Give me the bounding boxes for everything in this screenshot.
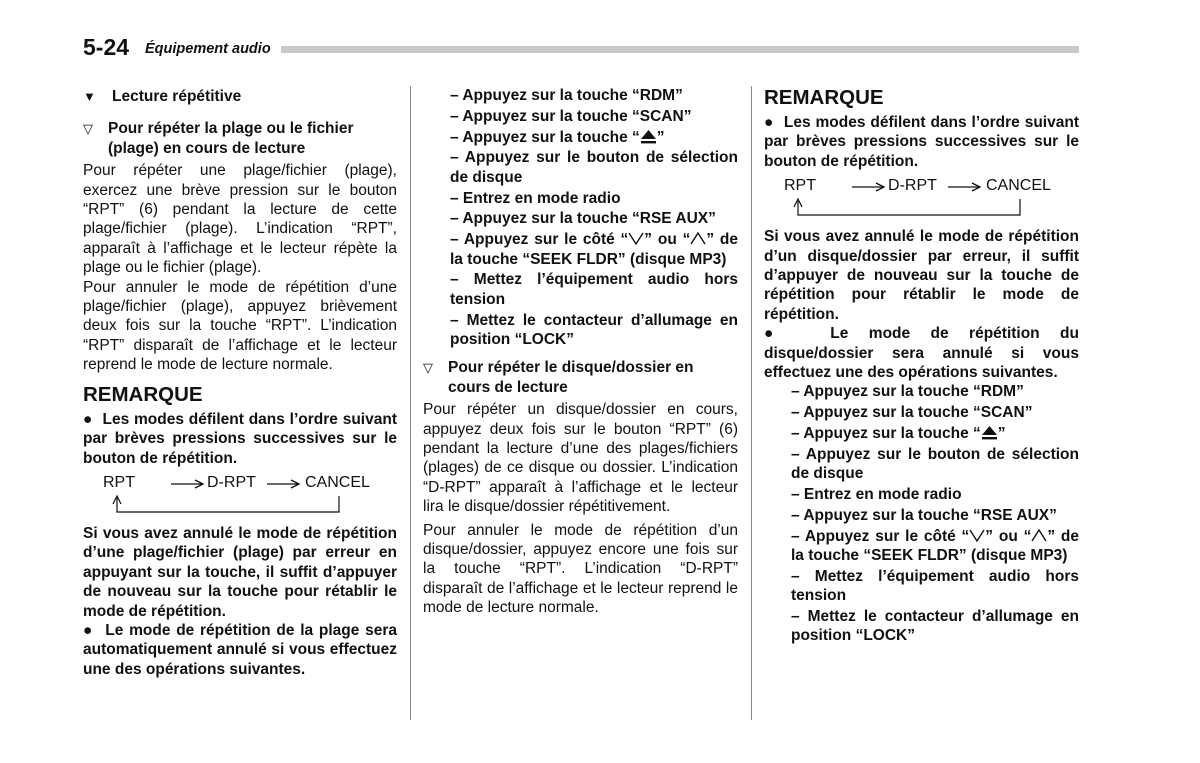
bullet-dot-icon: ● bbox=[764, 114, 784, 131]
chevron-up-icon bbox=[1031, 528, 1047, 543]
flow-mode-cancel: CANCEL bbox=[986, 177, 1051, 195]
flow-mode-cancel: CANCEL bbox=[305, 473, 370, 491]
list-item: – Appuyez sur le côté “ ” ou “ ” de la touche “SEEK FLDR” (disque MP3) bbox=[450, 231, 738, 268]
remark-bullet: ● Le mode de répétition du disque/dossier sera annulé si vous effectuez une des opérations suivantes. bbox=[764, 325, 1079, 382]
outline-triangle-down-icon: ▽ bbox=[423, 360, 433, 376]
eject-icon bbox=[640, 129, 657, 144]
list-item: – Mettez l’équipement audio hors tension bbox=[450, 271, 738, 308]
paragraph: Pour répéter un disque/dossier en cours, appuyez deux fois sur le bouton “RPT” (6) pendant la lecture d’une des plages/fichiers (plages) de ce disque ou dossier. L’indication “D-RPT” apparaît à l’affichage et le lecteur lira le disque/dossier répétitivement. bbox=[423, 401, 738, 516]
list-item: – Appuyez sur la touche “SCAN” bbox=[450, 107, 692, 125]
column-3 bbox=[764, 86, 1079, 647]
bullet-dot-icon: ● bbox=[764, 325, 831, 343]
list-item: – Appuyez sur la touche “SCAN” bbox=[791, 404, 1033, 422]
eject-icon bbox=[981, 425, 998, 440]
list-item: – Appuyez sur la touche “ ” bbox=[791, 425, 1006, 443]
chevron-down-icon bbox=[628, 231, 644, 246]
flow-mode-rpt: RPT bbox=[103, 473, 135, 491]
list-item: – Entrez en mode radio bbox=[791, 486, 962, 504]
list-item: – Mettez le contacteur d’allumage en position “LOCK” bbox=[791, 608, 1079, 645]
cancel-operations-list bbox=[764, 382, 1079, 645]
remark-bullet: ● Le mode de répétition de la plage sera automatiquement annulé si vous effectuez une des opérations suivantes. bbox=[83, 621, 397, 678]
list-item: – Mettez le contacteur d’allumage en position “LOCK” bbox=[450, 311, 738, 348]
subheading-disc-repeat: ▽ Pour répéter le disque/dossier en cours de lecture bbox=[423, 359, 694, 396]
bullet-dot-icon: ● bbox=[83, 621, 106, 639]
paragraph: Pour annuler le mode de répétition d’un disque/dossier, appuyez encore une fois sur la touche “RPT”. L’indication “D-RPT” disparaît de l’affichage et le lecteur reprend le mode de lecture normale. bbox=[423, 521, 738, 617]
list-item: – Appuyez sur la touche “RDM” bbox=[450, 87, 683, 104]
list-item: – Entrez en mode radio bbox=[450, 189, 621, 207]
flow-mode-drpt: D-RPT bbox=[888, 177, 937, 195]
paragraph: Pour annuler le mode de répétition d’une plage/fichier (plage), appuyez brièvement deux fois sur la touche “RPT”. L’indication “RPT” disparaît de l’affichage et le lecteur reprend le mode de lecture normale. bbox=[83, 278, 397, 374]
remark-note: Si vous avez annulé le mode de répétition d’une plage/fichier (plage) par erreur en appuyant sur la touche, il suffit d’appuyer de nouveau sur la touche pour rétablir le mode de répétition. bbox=[83, 524, 397, 620]
list-item: – Appuyez sur le bouton de sélection de disque bbox=[791, 445, 1079, 483]
column-divider-1 bbox=[410, 86, 411, 720]
mode-flow-diagram bbox=[784, 173, 1079, 223]
header-rule bbox=[281, 46, 1079, 53]
bullet-dot-icon: ● bbox=[83, 410, 103, 428]
paragraph: Pour répéter une plage/fichier (plage), exercez une brève pression sur le bouton “RPT” (6) pendant la lecture de cette plage/fichier (plage). L’indication “RPT”, apparaît à l’affichage et le lecteur répète la plage ou le fichier (plage). bbox=[83, 162, 397, 277]
page-header bbox=[83, 33, 1079, 63]
list-item: – Appuyez sur la touche “RSE AUX” bbox=[450, 210, 716, 228]
list-item: – Appuyez sur la touche “RSE AUX” bbox=[791, 506, 1057, 524]
chevron-down-icon bbox=[969, 528, 985, 543]
chevron-up-icon bbox=[690, 231, 706, 246]
remark-bullet: ● Les modes défilent dans l’ordre suivant par brèves pressions successives sur le bouton de répétition. bbox=[83, 410, 397, 467]
remark-bullet: ● Les modes défilent dans l’ordre suivant par brèves pressions successives sur le bouton de répétition. bbox=[764, 114, 1079, 170]
mode-flow-diagram bbox=[103, 470, 397, 520]
filled-triangle-down-icon: ▼ bbox=[83, 89, 96, 104]
section-heading: ▼ Lecture répétitive bbox=[83, 88, 242, 105]
column-divider-2 bbox=[751, 86, 752, 720]
list-item: – Appuyez sur le bouton de sélection de disque bbox=[450, 149, 738, 186]
page-number: 5-24 bbox=[83, 34, 130, 60]
column-1 bbox=[83, 86, 397, 679]
list-item: – Mettez l’équipement audio hors tension bbox=[791, 567, 1079, 605]
list-item: – Appuyez sur la touche “RDM” bbox=[791, 383, 1024, 401]
remark-title: REMARQUE bbox=[764, 86, 884, 109]
list-item: – Appuyez sur le côté “ ” ou “ ” de la touche “SEEK FLDR” (disque MP3) bbox=[791, 527, 1079, 565]
list-item: – Appuyez sur la touche “ ” bbox=[450, 128, 665, 146]
outline-triangle-down-icon: ▽ bbox=[83, 121, 93, 137]
column-2 bbox=[423, 86, 738, 618]
flow-mode-rpt: RPT bbox=[784, 177, 816, 195]
remark-title: REMARQUE bbox=[83, 382, 203, 406]
subheading-track-repeat: ▽ Pour répéter la plage ou le fichier (plage) en cours de lecture bbox=[83, 120, 354, 157]
remark-note: Si vous avez annulé le mode de répétition d’un disque/dossier par erreur, il suffit d’appuyer de nouveau sur la touche de répétition pour rétablir le mode de répétition. bbox=[764, 228, 1079, 323]
flow-mode-drpt: D-RPT bbox=[207, 473, 256, 491]
cancel-operations-list bbox=[423, 86, 738, 349]
section-title: Équipement audio bbox=[145, 41, 271, 57]
